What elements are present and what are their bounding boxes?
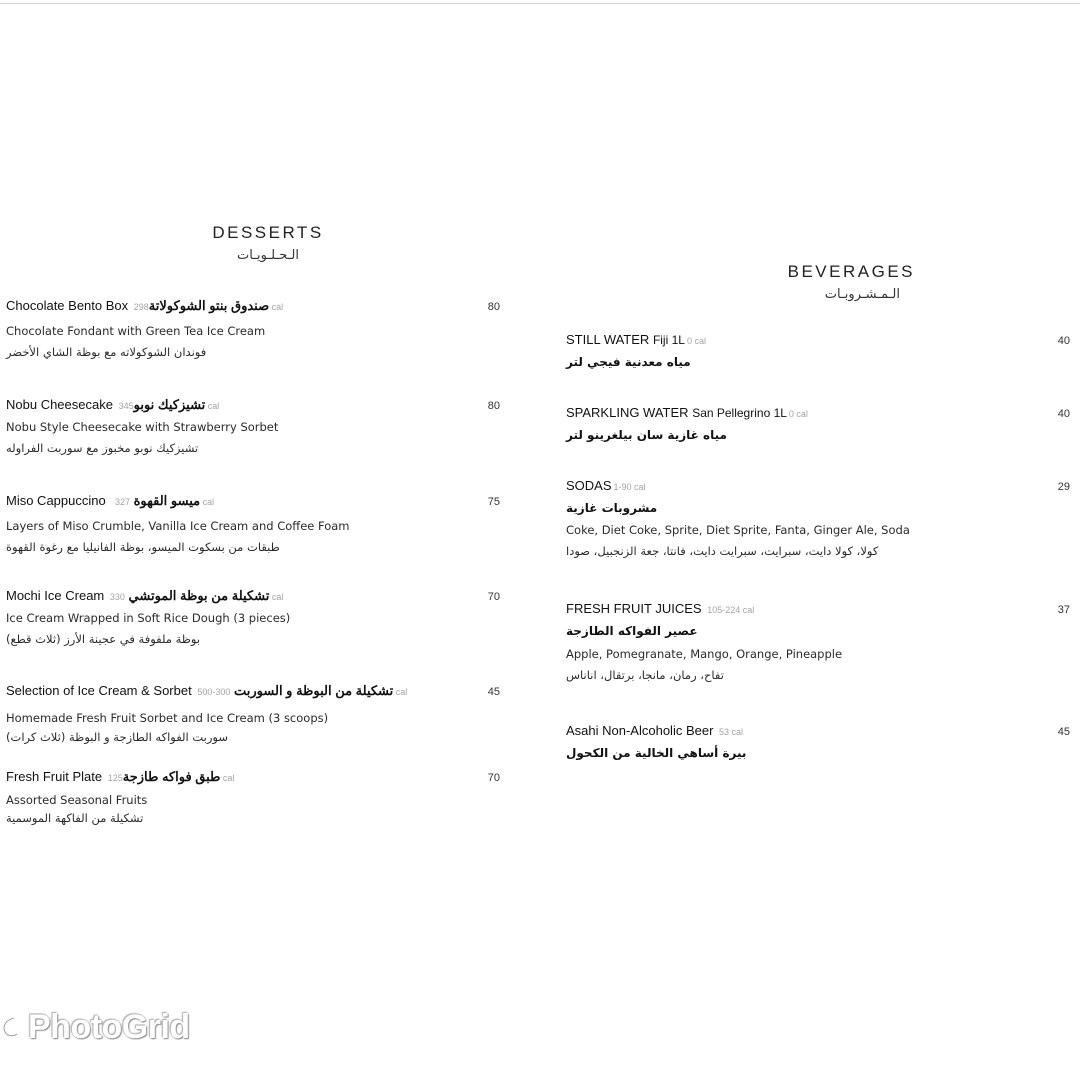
item-name-ar: مياه غازية سان بيلغرينو لتر xyxy=(566,428,727,442)
item-price: 75 xyxy=(487,496,500,508)
item-calories: 105-224 cal xyxy=(707,605,755,615)
item-price: 70 xyxy=(487,772,500,784)
item-description: Apple, Pomegranate, Mango, Orange, Pineapple xyxy=(566,647,843,661)
item-price: 80 xyxy=(487,400,500,412)
item-description-ar: تفاح، رمان، مانجا، برتقال، اناناس xyxy=(566,668,724,682)
item-name-ar: تشكيلة من بوظة الموتشي xyxy=(128,588,270,603)
item-description-ar: تشكيلة من الفاكهة الموسمية xyxy=(6,811,144,825)
item-name xyxy=(566,600,754,619)
beverages-header xyxy=(566,261,1070,305)
item-name-en: Miso Cappuccino xyxy=(6,493,106,508)
item-name xyxy=(566,477,646,496)
item-name-ar: عصير الفواكه الطازجة xyxy=(566,624,698,638)
item-calories: 330 cal xyxy=(109,592,284,602)
item-price: 29 xyxy=(1057,481,1070,493)
item-description: Layers of Miso Crumble, Vanilla Ice Cream and Coffee Foam xyxy=(6,519,350,533)
item-price: 40 xyxy=(1057,335,1070,347)
item-description: Ice Cream Wrapped in Soft Rice Dough (3 pieces) xyxy=(6,611,291,625)
item-description: Nobu Style Cheesecake with Strawberry Sorbet xyxy=(6,420,279,434)
item-description: Coke, Diet Coke, Sprite, Diet Sprite, Fanta, Ginger Ale, Soda xyxy=(566,523,910,537)
item-description-ar: طبقات من بسكوت الميسو، بوظة الفانيليا مع رغوة القهوة xyxy=(6,540,280,554)
item-name xyxy=(6,587,283,606)
item-name xyxy=(6,682,407,701)
item-price: 70 xyxy=(487,591,500,603)
item-name-en: Chocolate Bento Box xyxy=(6,298,129,313)
beverages-title-ar: الـمـشـروبـات xyxy=(824,287,900,302)
item-price: 40 xyxy=(1057,408,1070,420)
menu-item xyxy=(566,722,1070,762)
menu-item xyxy=(566,600,1070,684)
item-description-ar: كولا، كولا دايت، سبرايت، سبرايت دايت، فانتا، جعة الزنجبيل، صودا xyxy=(566,544,879,558)
menu-item xyxy=(566,331,1070,371)
item-calories: 1-90 cal xyxy=(613,482,646,492)
item-name xyxy=(566,722,743,741)
desserts-title: DESSERTS xyxy=(212,223,324,242)
item-name-ar: طبق فواكه طازجة xyxy=(122,769,221,784)
item-name-en: Mochi Ice Cream xyxy=(6,588,105,603)
item-name-ar: مشروبات غازية xyxy=(566,501,658,515)
item-name xyxy=(6,297,283,316)
item-description-ar: سوربت الفواكه الطازجة و البوظة (ثلاث كرات) xyxy=(6,730,228,744)
item-name-ar: صندوق بنتو الشوكولاتة xyxy=(148,298,270,313)
photogrid-logo-icon xyxy=(0,1012,22,1042)
item-name-ar: ميسو القهوة xyxy=(133,493,201,508)
item-calories: 345 cal xyxy=(118,401,220,411)
item-price: 45 xyxy=(1057,726,1070,738)
item-name xyxy=(6,396,219,415)
menu-item xyxy=(566,477,1070,560)
beverages-title: BEVERAGES xyxy=(787,262,915,281)
menu-item xyxy=(6,587,500,648)
top-divider xyxy=(0,3,1080,4)
item-name-en: Selection of Ice Cream & Sorbet xyxy=(6,683,192,698)
item-price: 45 xyxy=(487,686,500,698)
item-name-ar: بيرة أساهي الخالية من الكحول xyxy=(566,746,747,760)
item-name xyxy=(566,404,808,423)
item-name-en: Asahi Non-Alcoholic Beer xyxy=(566,723,714,738)
menu-item xyxy=(6,396,500,457)
item-calories: 0 cal xyxy=(788,409,808,419)
item-calories: 0 cal xyxy=(686,336,706,346)
item-price: 80 xyxy=(487,301,500,313)
item-calories: 125 cal xyxy=(107,773,235,783)
item-name-en: FRESH FRUIT JUICES xyxy=(566,601,702,616)
item-name-en: SPARKLING WATER xyxy=(566,405,689,420)
menu-item xyxy=(6,768,500,827)
item-name-ar: مياه معدنية فيجي لتر xyxy=(566,355,691,369)
beverages-section xyxy=(566,261,1070,760)
item-subtitle: San Pellegrino 1L xyxy=(692,406,787,420)
item-calories: 300-500 cal xyxy=(197,687,408,697)
item-name xyxy=(6,768,234,787)
menu-item xyxy=(566,404,1070,444)
item-description-ar: بوظة ملفوفة في عجينة الأرز (ثلاث قطع) xyxy=(6,632,201,646)
item-name-ar: تشكيلة من البوظة و السوربت xyxy=(234,683,394,698)
item-name xyxy=(566,331,706,350)
item-description-ar: فوندان الشوكولاته مع بوظة الشاي الأخضر xyxy=(6,345,207,359)
item-name-en: STILL WATER xyxy=(566,332,650,347)
desserts-header xyxy=(6,222,500,266)
item-name-en: Fresh Fruit Plate xyxy=(6,769,103,784)
watermark-text: PhotoGrid xyxy=(28,1007,190,1046)
item-description-ar: تشيزكيك نوبو مخبوز مع سوربت الفراوله xyxy=(6,441,199,455)
photogrid-watermark xyxy=(0,1004,190,1050)
item-calories: 298 cal xyxy=(133,302,284,312)
item-name xyxy=(6,492,214,511)
menu-item xyxy=(6,682,500,746)
item-description: Chocolate Fondant with Green Tea Ice Cream xyxy=(6,324,266,338)
item-subtitle: Fiji 1L xyxy=(652,333,685,347)
item-name-en: SODAS xyxy=(566,478,612,493)
menu-item xyxy=(6,297,500,361)
menu-item xyxy=(6,492,500,556)
desserts-title-ar: الـحـلـويـات xyxy=(236,248,300,263)
item-name-ar: تشيزكيك نوبو xyxy=(133,397,206,412)
item-name-en: Nobu Cheesecake xyxy=(6,397,113,412)
item-calories: 327 cal xyxy=(114,497,215,507)
item-price: 37 xyxy=(1057,604,1070,616)
item-calories: 53 cal xyxy=(719,727,744,737)
item-description: Homemade Fresh Fruit Sorbet and Ice Cream (3 scoops) xyxy=(6,711,329,725)
item-description: Assorted Seasonal Fruits xyxy=(6,793,148,807)
desserts-section xyxy=(6,222,500,825)
